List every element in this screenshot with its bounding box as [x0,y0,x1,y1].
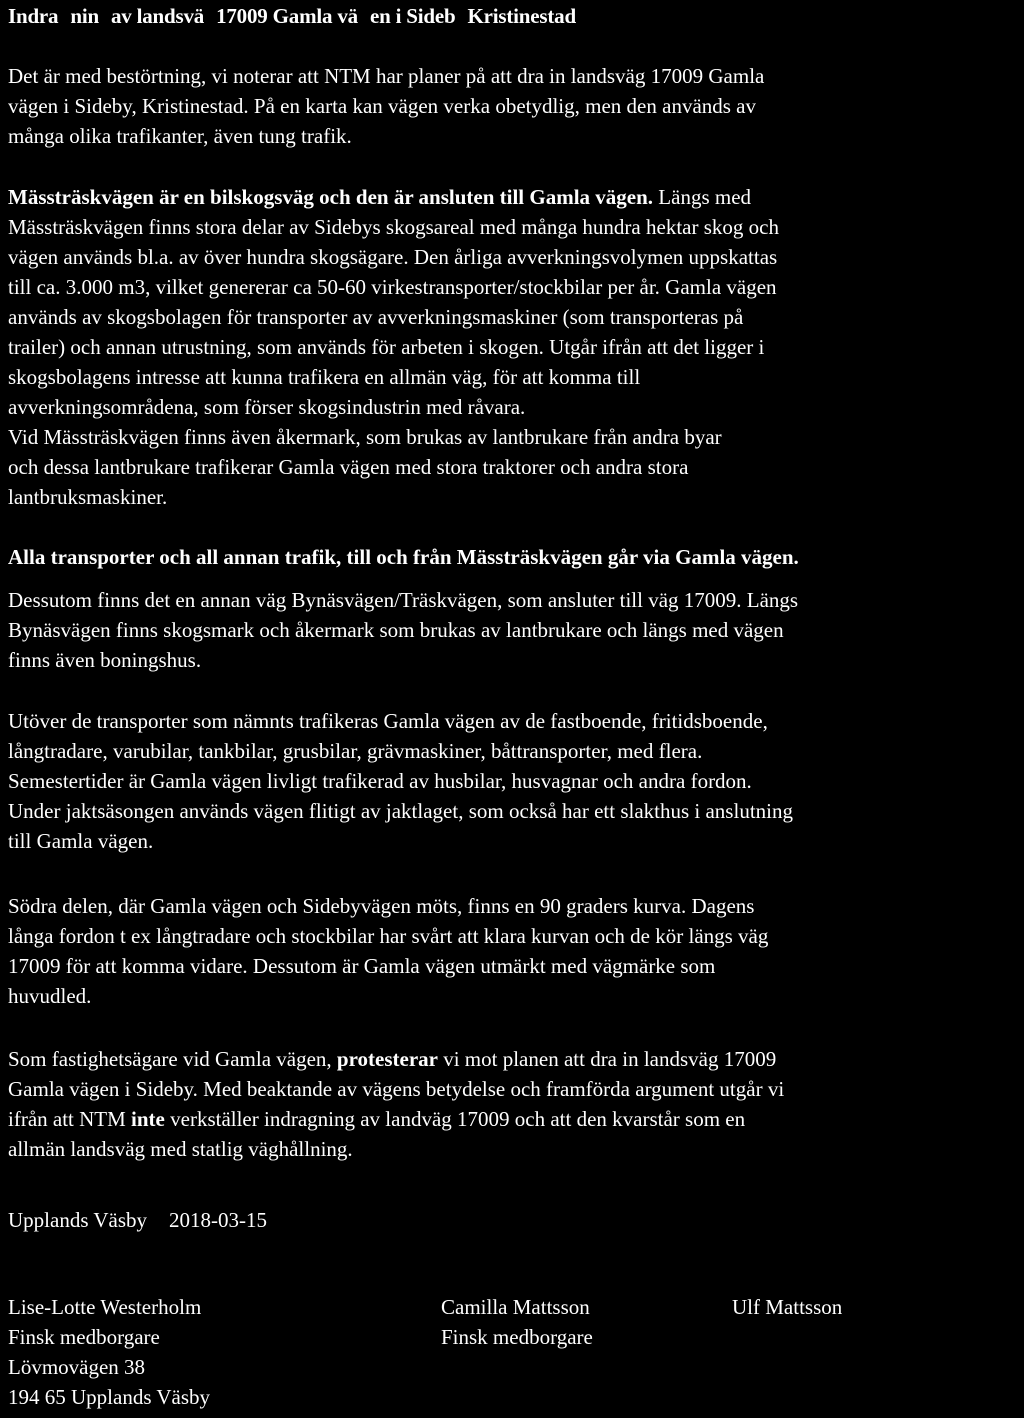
place-date-line [8,1205,1020,1235]
text-segment: Som fastighetsägare vid Gamla vägen, [8,1047,337,1071]
title-part: nin [70,4,99,28]
text-line: 17009 för att komma vidare. Dessutom är Gamla vägen utmärkt med vägmärke som [8,954,716,978]
text-line: allmän landsväg med statlig väghållning. [8,1137,353,1161]
paragraph-bynasvagen [8,585,1020,675]
signatory-name: Lise-Lotte Westerholm [8,1295,202,1319]
paragraph-curve [8,891,1020,1011]
signatory-role: Finsk medborgare [441,1325,593,1349]
signatory-name: Ulf Mattsson [732,1295,843,1319]
text-line: Dessutom finns det en annan väg Bynäsvägen/Träskvägen, som ansluter till väg 17009. Längs [8,588,799,612]
text-line: många olika trafikanter, även tung trafik. [8,124,352,148]
title-part: 17009 Gamla vä [216,4,358,28]
title-part: Kristinestad [467,4,576,28]
title-part: av landsvä [110,4,205,28]
text-line: huvudled. [8,984,92,1008]
text-line: långtradare, varubilar, tankbilar, grusbilar, grävmaskiner, båttransporter, med flera. [8,739,703,763]
text-line: Under jaktsäsongen används vägen flitigt av jaktlaget, som också har ett slakthus i anslutning [8,799,793,823]
bold-text: protesterar [336,1047,438,1071]
text-line: används av skogsbolagen för transporter av avverkningsmaskiner (som transporteras på [8,305,744,329]
title-part: Indra [8,4,59,28]
text-line: till ca. 3.000 m3, vilket genererar ca 50-60 virkestransporter/stockbilar per år. Gamla vägen [8,275,777,299]
text-line: och dessa lantbrukare trafikerar Gamla vägen med stora traktorer och andra stora [8,455,689,479]
text-line: lantbruksmaskiner. [8,485,168,509]
bold-text: inte [131,1107,165,1131]
signatory-street: Lövmovägen 38 [8,1355,146,1379]
text-line: till Gamla vägen. [8,829,154,853]
text-line: Vid Mässträskvägen finns även åkermark, som brukas av lantbrukare från andra byar [8,425,722,449]
text-line [8,182,1020,212]
place: Upplands Väsby [8,1208,148,1232]
signatory-3 [732,1292,1002,1322]
text-line: avverkningsområdena, som förser skogsindustrin med råvara. [8,395,526,419]
text-line: Utöver de transporter som nämnts trafikeras Gamla vägen av de fastboende, fritidsboende, [8,709,768,733]
text-line: långa fordon t ex långtradare och stockbilar har svårt att klara kurvan och de kör längs väg [8,924,769,948]
text-line: Mässträskvägen finns stora delar av Sidebys skogsareal med många hundra hektar skog och [8,215,779,239]
text-line: Gamla vägen i Sideby. Med beaktande av vägens betydelse och framförda argument utgår vi [8,1077,785,1101]
paragraph-protest [8,1044,1020,1164]
bold-text: Mässträskvägen är en bilskogsväg och den är ansluten till Gamla vägen. [8,185,654,209]
signatory-1 [8,1292,408,1412]
text-line: Södra delen, där Gamla vägen och Sidebyvägen möts, finns en 90 graders kurva. Dagens [8,894,755,918]
text-line: vägen i Sideby, Kristinestad. På en karta kan vägen verka obetydlig, men den används av [8,94,757,118]
signatory-city: 194 65 Upplands Väsby [8,1385,211,1409]
date: 2018-03-15 [169,1208,268,1232]
text-line [8,1104,1020,1134]
document-title [8,1,576,31]
signatory-role: Finsk medborgare [8,1325,160,1349]
text-line: trailer) och annan utrustning, som används för arbeten i skogen. Utgår ifrån att det ligger i [8,335,765,359]
text-segment: verkställer indragning av landväg 17009 och att den kvarstår som en [164,1107,746,1131]
text-line [8,1205,1020,1235]
paragraph-massträskvagen [8,182,1020,572]
paragraph-intro [8,61,1020,151]
text-line: finns även boningshus. [8,648,202,672]
text-line: Bynäsvägen finns skogsmark och åkermark som brukas av lantbrukare och längs med vägen [8,618,784,642]
title-part: en i Sideb [369,4,456,28]
text-segment: ifrån att NTM [8,1107,132,1131]
text-line: Semestertider är Gamla vägen livligt trafikerad av husbilar, husvagnar och andra fordon. [8,769,752,793]
text-line [8,1044,1020,1074]
text-line: skogsbolagens intresse att kunna trafikera en allmän väg, för att komma till [8,365,641,389]
text-segment: Längs med [653,185,752,209]
text-line [8,512,1020,542]
text-line: vägen används bl.a. av över hundra skogsägare. Den årliga avverkningsvolymen uppskattas [8,245,778,269]
signatory-name: Camilla Mattsson [441,1295,590,1319]
text-segment: vi mot planen att dra in landsväg 17009 [437,1047,777,1071]
text-line: Det är med bestörtning, vi noterar att NTM har planer på att dra in landsväg 17009 Gamla [8,64,765,88]
paragraph-traffic [8,706,1020,856]
signatory-2 [441,1292,721,1352]
bold-text-line: Alla transporter och all annan trafik, till och från Mässträskvägen går via Gamla vägen. [8,545,799,569]
